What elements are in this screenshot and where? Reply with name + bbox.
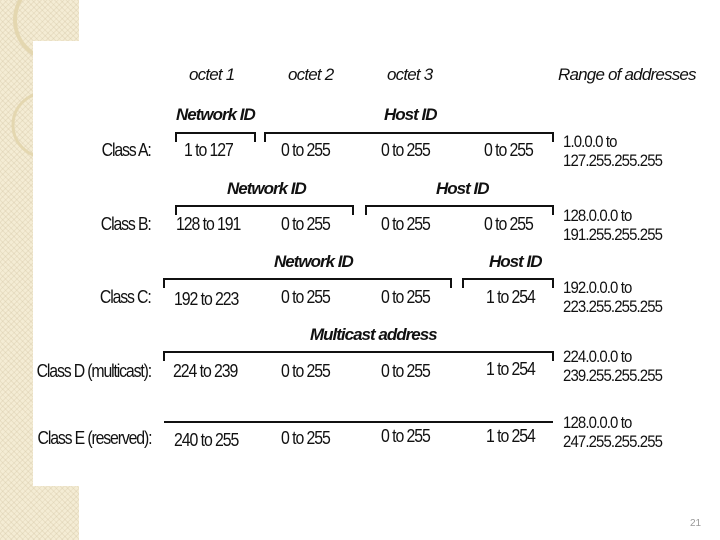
class-c-octet-1: 192 to 223	[174, 289, 239, 309]
class-a-range-start: 1.0.0.0 to	[563, 132, 617, 151]
class-c-octet-4: 1 to 254	[486, 287, 535, 307]
class-b-host-id-label: Host ID	[436, 179, 489, 198]
class-a-network-id-label: Network ID	[176, 105, 255, 124]
class-a-host-id-label: Host ID	[384, 105, 437, 124]
header-octet-2: octet 2	[288, 65, 334, 84]
class-e-octet-4: 1 to 254	[486, 426, 535, 446]
class-d-range-end: 239.255.255.255	[563, 366, 663, 385]
class-c-network-id-label: Network ID	[274, 252, 353, 271]
class-b-network-id-label: Network ID	[227, 179, 306, 198]
class-d-range-start: 224.0.0.0 to	[563, 347, 632, 366]
class-d-multicast-label: Multicast address	[310, 325, 437, 344]
header-octet-3: octet 3	[387, 65, 433, 84]
class-b-range-start: 128.0.0.0 to	[563, 206, 632, 225]
class-b-label: Class B:	[101, 214, 151, 234]
page-number: 21	[690, 518, 702, 529]
class-a-octet-4: 0 to 255	[484, 140, 533, 160]
class-e-range-end: 247.255.255.255	[563, 432, 663, 451]
class-e-octet-1: 240 to 255	[174, 430, 239, 450]
class-e-octet-3: 0 to 255	[381, 426, 430, 446]
header-range: Range of addresses	[558, 65, 696, 84]
class-b-octet-4: 0 to 255	[484, 214, 533, 234]
class-c-octet-3: 0 to 255	[381, 287, 430, 307]
class-d-octet-1: 224 to 239	[173, 361, 238, 381]
class-e-label: Class E (reserved):	[37, 428, 151, 448]
class-d-label: Class D (multicast):	[36, 361, 151, 381]
class-a-range	[563, 132, 662, 170]
class-e-octet-2: 0 to 255	[281, 428, 330, 448]
header-octet-1: octet 1	[189, 65, 235, 84]
class-d-octet-4: 1 to 254	[486, 359, 535, 379]
class-a-label: Class A:	[102, 140, 151, 160]
class-b-range-end: 191.255.255.255	[563, 225, 663, 244]
class-a-octet-3: 0 to 255	[381, 140, 430, 160]
class-c-range	[563, 278, 662, 316]
class-e-range-start: 128.0.0.0 to	[563, 413, 632, 432]
ip-address-classes-diagram	[33, 41, 696, 486]
class-b-range	[563, 206, 662, 244]
class-c-label: Class C:	[100, 287, 151, 307]
class-a-octet-2: 0 to 255	[281, 140, 330, 160]
class-b-octet-3: 0 to 255	[381, 214, 430, 234]
class-d-range	[563, 347, 662, 385]
class-d-octet-3: 0 to 255	[381, 361, 430, 381]
class-a-range-end: 127.255.255.255	[563, 151, 663, 170]
class-c-octet-2: 0 to 255	[281, 287, 330, 307]
class-d-octet-2: 0 to 255	[281, 361, 330, 381]
class-b-octet-1: 128 to 191	[176, 214, 241, 234]
class-e-range	[563, 413, 662, 451]
class-c-host-id-label: Host ID	[489, 252, 542, 271]
class-c-range-end: 223.255.255.255	[563, 297, 663, 316]
class-a-octet-1: 1 to 127	[184, 140, 233, 160]
class-b-octet-2: 0 to 255	[281, 214, 330, 234]
class-c-range-start: 192.0.0.0 to	[563, 278, 632, 297]
